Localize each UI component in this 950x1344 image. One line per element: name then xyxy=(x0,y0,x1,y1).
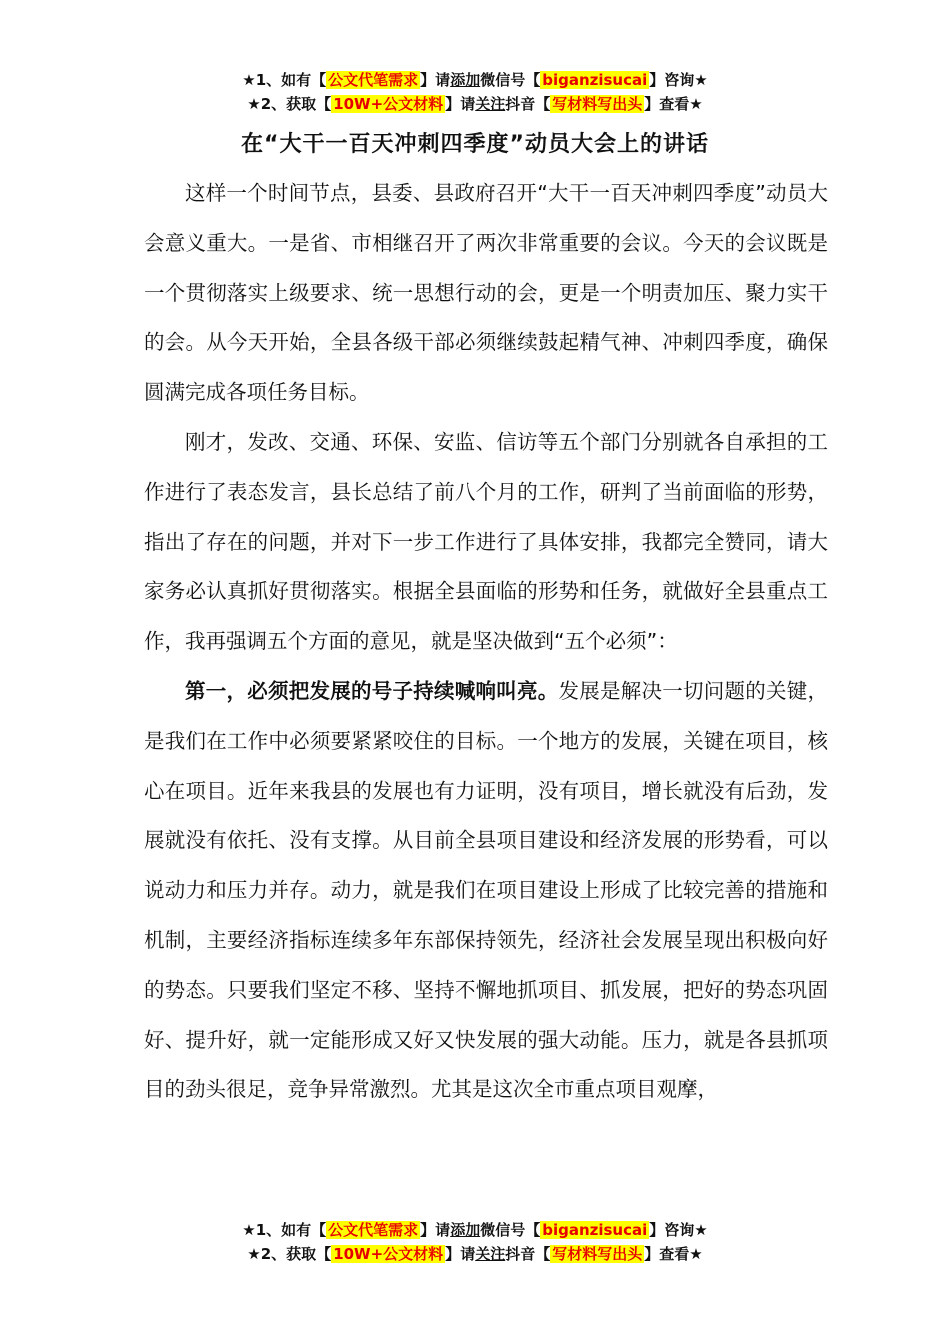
banner-text: 】查看★ xyxy=(644,95,703,113)
paragraph-text: 刚才，发改、交通、环保、安监、信访等五个部门分别就各自承担的工作进行了表态发言，县长总结了前八个月的工作，研判了当前面临的形势，指出了存在的问题，并对下一步工作进行了具体安排，我都完全赞同，请大家务必认真抓好贯彻落实。根据全县面临的形势和任务，就做好全县重点工作，我再强调五个方面的意见，就是坚决做到“五个必须”： xyxy=(144,429,828,654)
banner-highlight: 写材料写出头 xyxy=(552,1245,643,1263)
banner-emphasis: 关注 xyxy=(475,1245,506,1263)
banner-text: ★2、获取【 xyxy=(247,1245,332,1263)
banner-emphasis: 添加 xyxy=(450,1221,481,1239)
banner-line-2 xyxy=(0,1242,950,1266)
banner-text: ★2、获取【 xyxy=(247,95,332,113)
banner-highlight: 10W+公文材料 xyxy=(333,95,444,113)
document-body xyxy=(144,169,828,1115)
banner-line-1 xyxy=(0,68,950,92)
paragraph-text: 这样一个时间节点，县委、县政府召开“大干一百天冲刺四季度”动员大会意义重大。一是省、市相继召开了两次非常重要的会议。今天的会议既是一个贯彻落实上级要求、统一思想行动的会，更是一个明责加压、聚力实干的会。从今天开始，全县各级干部必须继续鼓起精气神、冲刺四季度，确保圆满完成各项任务目标。 xyxy=(144,181,828,405)
paragraph-text: 发展是解决一切问题的关键，是我们在工作中必须要紧紧咬住的目标。一个地方的发展，关键在项目，核心在项目。近年来我县的发展也有力证明，没有项目，增长就没有后劲，发展就没有依托、没有支撑。从目前全县项目建设和经济发展的形势看，可以说动力和压力并存。动力，就是我们在项目建设上形成了比较完善的措施和机制，主要经济指标连续多年东部保持领先，经济社会发展呈现出积极向好的势态。只要我们坚定不移、坚持不懈地抓项目、抓发展，把好的势态巩固好、提升好，就一定能形成又好又快发展的强大动能。压力，就是各县抓项目的劲头很足，竞争异常激烈。尤其是这次全市重点项目观摩， xyxy=(144,678,828,1102)
banner-text: 】请 xyxy=(420,71,451,89)
banner-emphasis: 添加 xyxy=(450,71,481,89)
document-title: 在“大干一百天冲刺四季度”动员大会上的讲话 xyxy=(241,132,709,157)
banner-text: 微信号【 xyxy=(480,1221,541,1239)
banner-text: 】请 xyxy=(445,1245,476,1263)
top-banner xyxy=(0,68,950,116)
banner-text: 抖音【 xyxy=(505,1245,551,1263)
banner-text: 】咨询★ xyxy=(649,71,708,89)
banner-line-2 xyxy=(0,92,950,116)
paragraph xyxy=(144,667,828,1115)
banner-line-1 xyxy=(0,1218,950,1242)
banner-highlight: 10W+公文材料 xyxy=(333,1245,444,1263)
banner-highlight: 写材料写出头 xyxy=(552,95,643,113)
banner-text: 微信号【 xyxy=(480,71,541,89)
banner-text: ★1、如有【 xyxy=(242,1221,327,1239)
banner-text: 】查看★ xyxy=(644,1245,703,1263)
bottom-banner xyxy=(0,1218,950,1266)
banner-highlight: 公文代笔需求 xyxy=(328,1221,419,1239)
banner-text: 】请 xyxy=(420,1221,451,1239)
paragraph xyxy=(144,169,828,418)
paragraph-lead: 第一，必须把发展的号子持续喊响叫亮。 xyxy=(185,678,559,703)
banner-highlight: 公文代笔需求 xyxy=(328,71,419,89)
banner-emphasis: 关注 xyxy=(475,95,506,113)
banner-highlight: biganzisucai xyxy=(542,71,648,89)
banner-text: 】请 xyxy=(445,95,476,113)
banner-text: 】咨询★ xyxy=(649,1221,708,1239)
banner-text: ★1、如有【 xyxy=(242,71,327,89)
banner-text: 抖音【 xyxy=(505,95,551,113)
banner-highlight: biganzisucai xyxy=(542,1221,648,1239)
paragraph xyxy=(144,418,828,667)
